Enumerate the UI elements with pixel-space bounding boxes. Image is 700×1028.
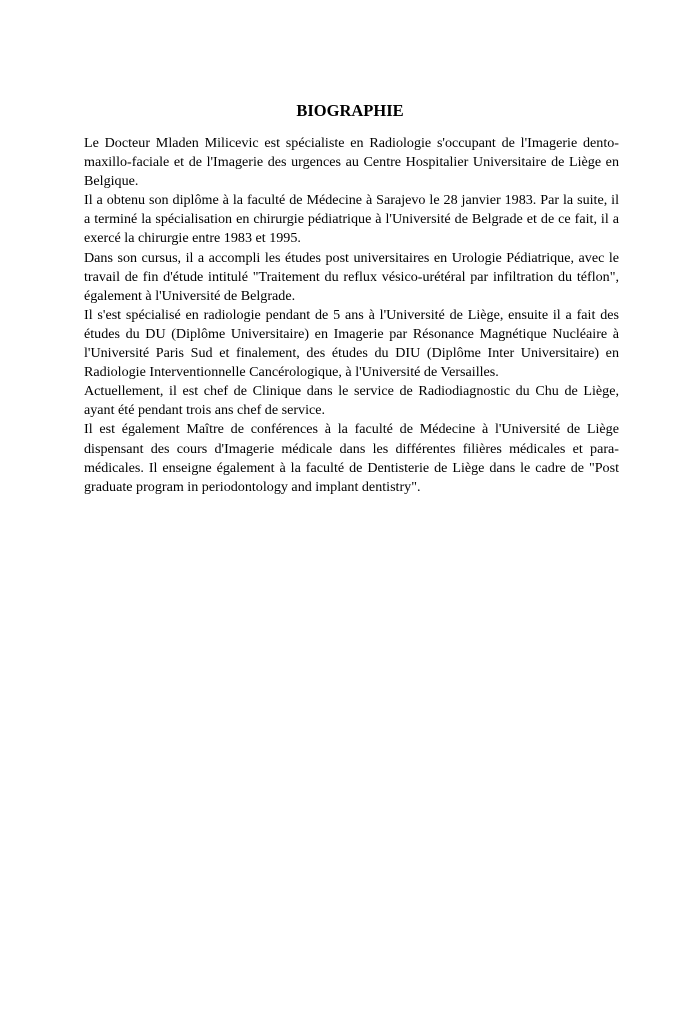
biography-body [84, 134, 619, 497]
paragraph-teaching: Il est également Maître de conférences à la faculté de Médecine à l'Université de Liège dispensant des cours d'Imagerie médicale dans les différentes filières médicales et para-médicales. Il enseigne également à la faculté de Dentisterie de Liège dans le cadre de "Post graduate program in periodontology and implant dentistry". [84, 421, 619, 495]
paragraph-radiology-training: Il s'est spécialisé en radiologie pendant de 5 ans à l'Université de Liège, ensuite il a fait des études du DU (Diplôme Universitaire) en Imagerie par Résonance Magnétique Nucléaire à l'Université Paris Sud et finalement, des études du DIU (Diplôme Inter Universitaire) en Radiologie Interventionnelle Cancérologique, à l'Université de Versailles. [84, 306, 619, 381]
page-title: BIOGRAPHIE [296, 101, 404, 120]
paragraph-current-position: Actuellement, il est chef de Clinique dans le service de Radiodiagnostic du Chu de Liège, ayant été pendant trois ans chef de service. [84, 383, 619, 419]
paragraph-diploma: Il a obtenu son diplôme à la faculté de Médecine à Sarajevo le 28 janvier 1983. Par la suite, il a terminé la spécialisation en chirurgie pédiatrique à l'Université de Belgrade et de ce fait, il a exercé la chirurgie entre 1983 et 1995. [84, 192, 619, 247]
paragraph-intro: Le Docteur Mladen Milicevic est spécialiste en Radiologie s'occupant de l'Imagerie dento-maxillo-faciale et de l'Imagerie des urgences au Centre Hospitalier Universitaire de Liège en Belgique. [84, 135, 619, 190]
paragraph-postgrad-urology: Dans son cursus, il a accompli les études post universitaires en Urologie Pédiatrique, avec le travail de fin d'étude intitulé "Traitement du reflux vésico-urétéral par infiltration du téflon", également à l'Université de Belgrade. [84, 249, 619, 304]
